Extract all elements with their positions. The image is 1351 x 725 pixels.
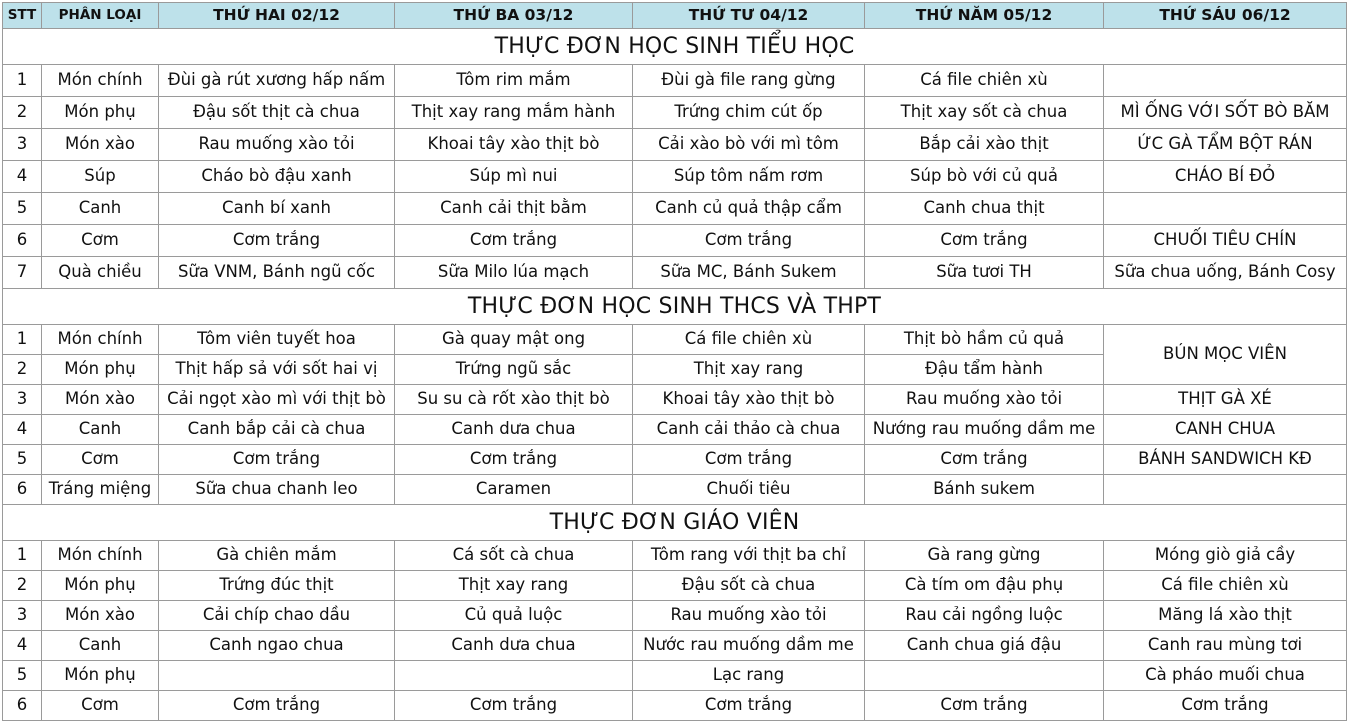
thursday-dish: Rau muống xào tỏi [865,385,1104,415]
monday-dish: Cơm trắng [159,445,395,475]
category-cell: Cơm [42,445,159,475]
monday-dish: Gà chiên mắm [159,541,395,571]
wednesday-dish: Tôm rang với thịt ba chỉ [633,541,865,571]
stt-cell: 1 [3,325,42,355]
tuesday-dish: Cá sốt cà chua [395,541,633,571]
table-row [3,445,1347,475]
category-cell: Canh [42,631,159,661]
thursday-dish: Cơm trắng [865,445,1104,475]
wednesday-dish: Lạc rang [633,661,865,691]
friday-dish: CANH CHUA [1104,415,1347,445]
table-row [3,129,1347,161]
thursday-dish: Bánh sukem [865,475,1104,505]
header-thursday: THỨ NĂM 05/12 [865,3,1104,29]
stt-cell: 4 [3,415,42,445]
table-row [3,475,1347,505]
monday-dish: Cơm trắng [159,691,395,721]
tuesday-dish: Canh cải thịt bằm [395,193,633,225]
friday-dish-blank [1104,475,1347,505]
tuesday-dish [395,661,633,691]
tuesday-dish: Súp mì nui [395,161,633,193]
friday-dish: THỊT GÀ XÉ [1104,385,1347,415]
table-row [3,415,1347,445]
monday-dish: Đùi gà rút xương hấp nấm [159,65,395,97]
section-title-row [3,29,1347,65]
table-row [3,601,1347,631]
wednesday-dish: Thịt xay rang [633,355,865,385]
tuesday-dish: Su su cà rốt xào thịt bò [395,385,633,415]
thursday-dish: Cá file chiên xù [865,65,1104,97]
thursday-dish [865,661,1104,691]
tuesday-dish: Cơm trắng [395,445,633,475]
thursday-dish: Đậu tẩm hành [865,355,1104,385]
stt-cell: 5 [3,193,42,225]
monday-dish: Cải chíp chao dầu [159,601,395,631]
tuesday-dish: Caramen [395,475,633,505]
section-title-primary: THỰC ĐƠN HỌC SINH TIỂU HỌC [3,29,1347,65]
thursday-dish: Cơm trắng [865,691,1104,721]
category-cell: Món phụ [42,97,159,129]
stt-cell: 6 [3,475,42,505]
friday-dish: Cà pháo muối chua [1104,661,1347,691]
category-cell: Canh [42,193,159,225]
thursday-dish: Canh chua giá đậu [865,631,1104,661]
friday-dish: Măng lá xào thịt [1104,601,1347,631]
thursday-dish: Bắp cải xào thịt [865,129,1104,161]
stt-cell: 1 [3,541,42,571]
category-cell: Món xào [42,601,159,631]
wednesday-dish: Trứng chim cút ốp [633,97,865,129]
category-cell: Món chính [42,541,159,571]
table-row [3,257,1347,289]
header-monday: THỨ HAI 02/12 [159,3,395,29]
tuesday-dish: Cơm trắng [395,691,633,721]
wednesday-dish: Súp tôm nấm rơm [633,161,865,193]
thursday-dish: Thịt xay sốt cà chua [865,97,1104,129]
table-row [3,691,1347,721]
thursday-dish: Cơm trắng [865,225,1104,257]
tuesday-dish: Tôm rim mắm [395,65,633,97]
friday-dish: CHUỐI TIÊU CHÍN [1104,225,1347,257]
tuesday-dish: Củ quả luộc [395,601,633,631]
wednesday-dish: Chuối tiêu [633,475,865,505]
stt-cell: 6 [3,225,42,257]
monday-dish: Canh bắp cải cà chua [159,415,395,445]
tuesday-dish: Khoai tây xào thịt bò [395,129,633,161]
lunch-menu-table [2,2,1347,721]
thursday-dish: Thịt bò hầm củ quả [865,325,1104,355]
friday-dish-blank [1104,65,1347,97]
tuesday-dish: Thịt xay rang [395,571,633,601]
table-row [3,97,1347,129]
category-cell: Món phụ [42,355,159,385]
friday-dish: BÁNH SANDWICH KĐ [1104,445,1347,475]
section-title-secondary: THỰC ĐƠN HỌC SINH THCS VÀ THPT [3,289,1347,325]
friday-dish: ỨC GÀ TẨM BỘT RÁN [1104,129,1347,161]
wednesday-dish: Cải xào bò với mì tôm [633,129,865,161]
wednesday-dish: Cá file chiên xù [633,325,865,355]
friday-dish: Canh rau mùng tơi [1104,631,1347,661]
friday-dish: Cá file chiên xù [1104,571,1347,601]
header-category: PHÂN LOẠI [42,3,159,29]
category-cell: Súp [42,161,159,193]
thursday-dish: Sữa tươi TH [865,257,1104,289]
monday-dish: Thịt hấp sả với sốt hai vị [159,355,395,385]
monday-dish: Canh ngao chua [159,631,395,661]
wednesday-dish: Canh củ quả thập cẩm [633,193,865,225]
thursday-dish: Canh chua thịt [865,193,1104,225]
stt-cell: 2 [3,571,42,601]
category-cell: Cơm [42,225,159,257]
tuesday-dish: Canh dưa chua [395,415,633,445]
header-friday: THỨ SÁU 06/12 [1104,3,1347,29]
table-row [3,325,1347,355]
tuesday-dish: Gà quay mật ong [395,325,633,355]
section-title-teachers: THỰC ĐƠN GIÁO VIÊN [3,505,1347,541]
monday-dish: Rau muống xào tỏi [159,129,395,161]
wednesday-dish: Canh cải thảo cà chua [633,415,865,445]
category-cell: Món chính [42,325,159,355]
stt-cell: 6 [3,691,42,721]
stt-cell: 1 [3,65,42,97]
header-stt: STT [3,3,42,29]
wednesday-dish: Cơm trắng [633,691,865,721]
stt-cell: 5 [3,661,42,691]
tuesday-dish: Trứng ngũ sắc [395,355,633,385]
category-cell: Món phụ [42,661,159,691]
category-cell: Món xào [42,385,159,415]
stt-cell: 4 [3,161,42,193]
header-tuesday: THỨ BA 03/12 [395,3,633,29]
wednesday-dish: Cơm trắng [633,225,865,257]
thursday-dish: Súp bò với củ quả [865,161,1104,193]
tuesday-dish: Thịt xay rang mắm hành [395,97,633,129]
friday-dish: Sữa chua uống, Bánh Cosy [1104,257,1347,289]
category-cell: Món phụ [42,571,159,601]
monday-dish: Trứng đúc thịt [159,571,395,601]
tuesday-dish: Canh dưa chua [395,631,633,661]
thursday-dish: Cà tím om đậu phụ [865,571,1104,601]
stt-cell: 3 [3,129,42,161]
monday-dish: Sữa VNM, Bánh ngũ cốc [159,257,395,289]
category-cell: Quà chiều [42,257,159,289]
wednesday-dish: Khoai tây xào thịt bò [633,385,865,415]
stt-cell: 3 [3,601,42,631]
friday-dish-blank [1104,193,1347,225]
category-cell: Món chính [42,65,159,97]
header-row [3,3,1347,29]
table-row [3,631,1347,661]
monday-dish: Cơm trắng [159,225,395,257]
friday-dish: CHÁO BÍ ĐỎ [1104,161,1347,193]
stt-cell: 5 [3,445,42,475]
monday-dish: Đậu sốt thịt cà chua [159,97,395,129]
section-title-row [3,505,1347,541]
table-row [3,161,1347,193]
tuesday-dish: Sữa Milo lúa mạch [395,257,633,289]
table-row [3,225,1347,257]
stt-cell: 7 [3,257,42,289]
stt-cell: 2 [3,97,42,129]
friday-dish: BÚN MỌC VIÊN [1104,325,1347,385]
friday-dish: Cơm trắng [1104,691,1347,721]
wednesday-dish: Đậu sốt cà chua [633,571,865,601]
wednesday-dish: Cơm trắng [633,445,865,475]
thursday-dish: Gà rang gừng [865,541,1104,571]
monday-dish: Sữa chua chanh leo [159,475,395,505]
friday-dish: Móng giò giả cầy [1104,541,1347,571]
thursday-dish: Nướng rau muống dầm me [865,415,1104,445]
thursday-dish: Rau cải ngồng luộc [865,601,1104,631]
table-row [3,385,1347,415]
header-wednesday: THỨ TƯ 04/12 [633,3,865,29]
category-cell: Canh [42,415,159,445]
friday-dish: MÌ ỐNG VỚI SỐT BÒ BĂM [1104,97,1347,129]
wednesday-dish: Rau muống xào tỏi [633,601,865,631]
table-row [3,661,1347,691]
stt-cell: 3 [3,385,42,415]
section-title-row [3,289,1347,325]
wednesday-dish: Đùi gà file rang gừng [633,65,865,97]
tuesday-dish: Cơm trắng [395,225,633,257]
table-row [3,571,1347,601]
table-row [3,193,1347,225]
monday-dish [159,661,395,691]
table-row [3,541,1347,571]
table-row [3,65,1347,97]
monday-dish: Canh bí xanh [159,193,395,225]
category-cell: Cơm [42,691,159,721]
monday-dish: Cháo bò đậu xanh [159,161,395,193]
monday-dish: Tôm viên tuyết hoa [159,325,395,355]
wednesday-dish: Nước rau muống dầm me [633,631,865,661]
wednesday-dish: Sữa MC, Bánh Sukem [633,257,865,289]
category-cell: Tráng miệng [42,475,159,505]
monday-dish: Cải ngọt xào mì với thịt bò [159,385,395,415]
category-cell: Món xào [42,129,159,161]
stt-cell: 4 [3,631,42,661]
stt-cell: 2 [3,355,42,385]
